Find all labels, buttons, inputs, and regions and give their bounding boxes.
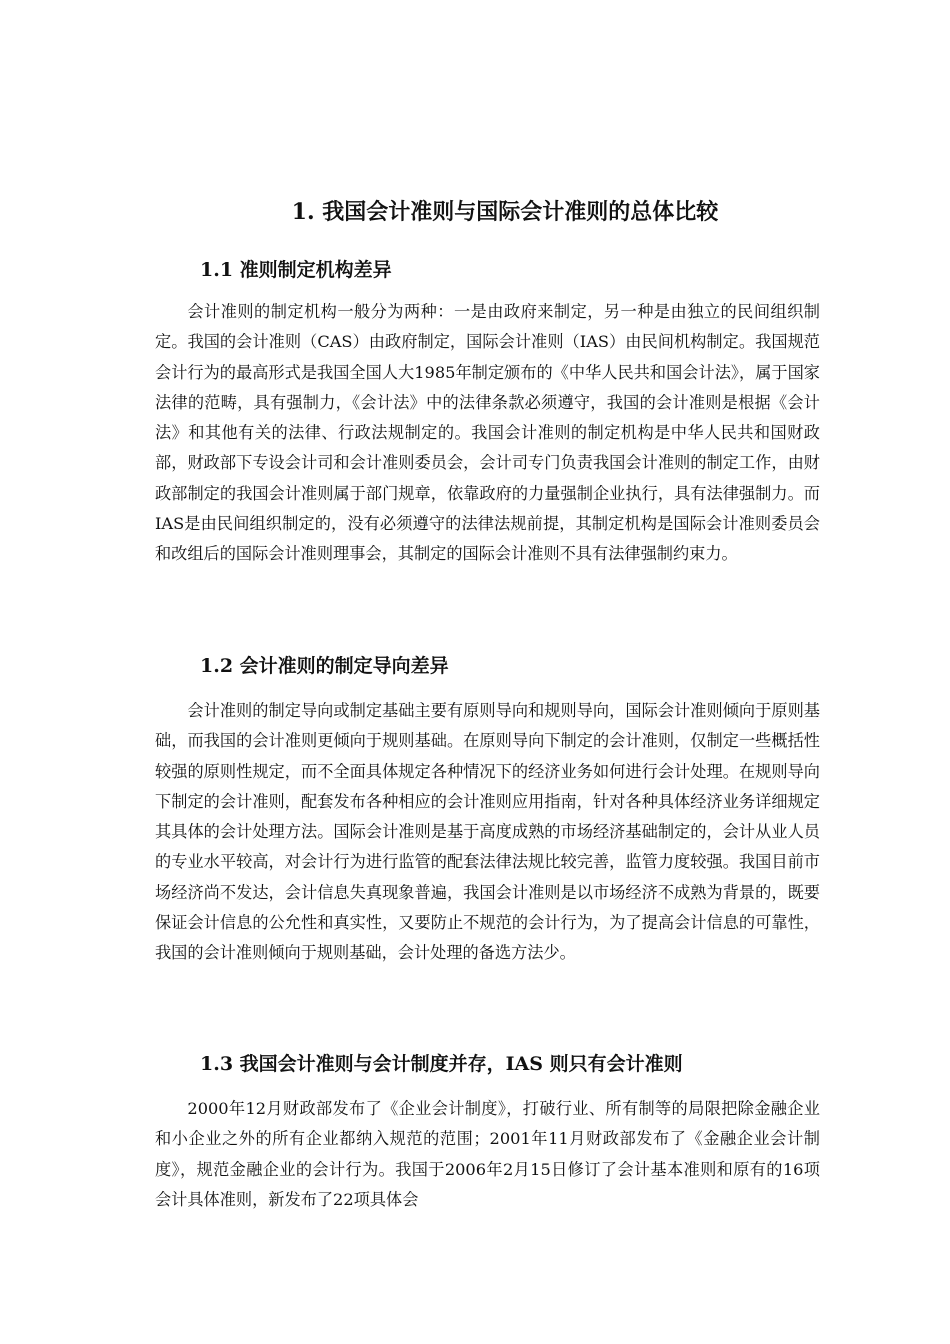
section-body-1-1: 会计准则的制定机构一般分为两种：一是由政府来制定，另一种是由独立的民间组织制定。我国的会计准则（CAS）由政府制定，国际会计准则（IAS）由民间机构制定。我国规范会计行为的最高形式是我国全国人大1985年制定颁布的《中华人民共和国会计法》，属于国家法律的范畴，具有强制力，《会计法》中的法律条款必须遵守，我国的会计准则是根据《会计法》和其他有关的法律、行政法规制定的。我国会计准则的制定机构是中华人民共和国财政部，财政部下专设会计司和会计准则委员会，会计司专门负责我国会计准则的制定工作，由财政部制定的我国会计准则属于部门规章，依靠政府的力量强制企业执行，具有法律强制力。而IAS是由民间组织制定的，没有必须遵守的法律法规前提，其制定机构是国际会计准则委员会和改组后的国际会计准则理事会，其制定的国际会计准则不具有法律强制约束力。 [155, 302, 820, 564]
section-heading-1-3: 1.3 我国会计准则与会计制度并存，IAS 则只有会计准则 [200, 1053, 683, 1075]
document-title: 1. 我国会计准则与国际会计准则的总体比较 [291, 199, 719, 225]
section-heading-1-1: 1.1 准则制定机构差异 [200, 259, 392, 281]
section-body-1-3: 2000年12月财政部发布了《企业会计制度》，打破行业、所有制等的局限把除金融企业和小企业之外的所有企业都纳入规范的范围；2001年11月财政部发布了《金融企业会计制度》，规范金融企业的会计行为。我国于2006年2月15日修订了会计基本准则和原有的16项会计具体准则，新发布了22项具体会 [155, 1099, 820, 1209]
section-heading-1-2: 1.2 会计准则的制定导向差异 [200, 655, 449, 677]
section-body-1-2: 会计准则的制定导向或制定基础主要有原则导向和规则导向，国际会计准则倾向于原则基础，而我国的会计准则更倾向于规则基础。在原则导向下制定的会计准则，仅制定一些概括性较强的原则性规定，而不全面具体规定各种情况下的经济业务如何进行会计处理。在规则导向下制定的会计准则，配套发布各种相应的会计准则应用指南，针对各种具体经济业务详细规定其具体的会计处理方法。国际会计准则是基于高度成熟的市场经济基础制定的，会计从业人员的专业水平较高，对会计行为进行监管的配套法律法规比较完善，监管力度较强。我国目前市场经济尚不发达，会计信息失真现象普遍，我国会计准则是以市场经济不成熟为背景的，既要保证会计信息的公允性和真实性，又要防止不规范的会计行为，为了提高会计信息的可靠性，我国的会计准则倾向于规则基础，会计处理的备选方法少。 [155, 701, 820, 963]
